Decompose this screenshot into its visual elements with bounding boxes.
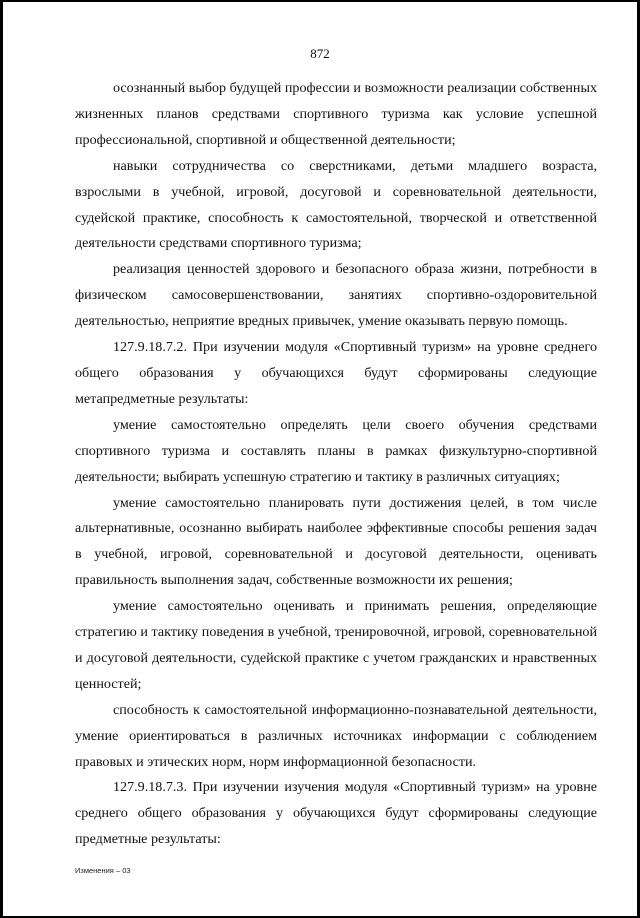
paragraph: осознанный выбор будущей профессии и возможности реализации собственных жизненных планов средствами спортивного туризма как условие успешной профессиональной, спортивной и общественной деятельности;	[75, 80, 597, 148]
footer-revision-note: Изменения – 03	[75, 866, 131, 875]
paragraph: 127.9.18.7.3. При изучении изучения модуля «Спортивный туризм» на уровне среднего общего образования у обучающихся будут сформированы следующие предметные результаты:	[75, 779, 597, 848]
paragraph: 127.9.18.7.2. При изучении модуля «Спортивный туризм» на уровне среднего общего образования у обучающихся будут сформированы следующие метапредметные результаты:	[75, 339, 597, 407]
paragraph: умение самостоятельно оценивать и принимать решения, определяющие стратегию и тактику поведения в учебной, тренировочной, игровой, соревновательной и досуговой деятельности, судейской практике с учетом гражданских и нравственных ценностей;	[75, 598, 597, 692]
paragraph: способность к самостоятельной информационно-познавательной деятельности, умение ориентироваться в различных источниках информации с соблюдением правовых и этических норм, норм информационной безопасности.	[75, 701, 597, 770]
paragraph: умение самостоятельно планировать пути достижения целей, в том числе альтернативные, осознанно выбирать наиболее эффективные способы решения задач в учебной, игровой, соревновательной и досуговой деятельности, оценивать правильность выполнения задач, собственные возможности их решения;	[75, 494, 597, 589]
paragraph: навыки сотрудничества со сверстниками, детьми младшего возраста, взрослыми в учебной, игровой, досуговой и соревновательной деятельности, судейской практике, способность к самостоятельной, творческой и ответственной деятельности средствами спортивного туризма;	[75, 157, 597, 252]
body-text	[75, 76, 597, 853]
page-number: 872	[310, 46, 330, 61]
scan-edge-left	[0, 0, 3, 918]
paragraph: умение самостоятельно определять цели своего обучения средствами спортивного туризма и составлять планы в рамках физкультурно-спортивной деятельности; выбирать успешную стратегию и тактику в различных ситуациях;	[75, 416, 597, 485]
paragraph: реализация ценностей здорового и безопасного образа жизни, потребности в физическом самосовершенствовании, занятиях спортивно-оздоровительной деятельностью, неприятие вредных привычек, умение оказывать первую помощь.	[75, 261, 597, 330]
scan-edge-top	[0, 0, 640, 2]
